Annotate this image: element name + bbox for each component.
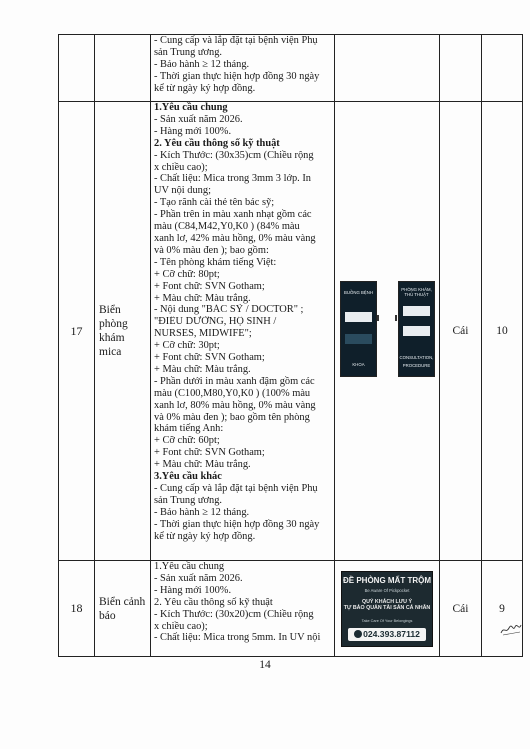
description-line: - Chất liệu: Mica trong 5mm. In UV nội — [154, 632, 321, 644]
description-line: - Nội dung "BÁC SỸ / DOCTOR" ; — [154, 304, 304, 316]
description-line: - Thời gian thực hiện hợp đồng 30 ngày — [154, 70, 320, 82]
description-line: - Tên phòng khám tiếng Việt: — [154, 256, 277, 268]
sign-text: PROCEDURE — [402, 363, 431, 368]
description-line: - Kích Thước: (30x35)cm (Chiều rộng — [154, 149, 314, 161]
description-line: - Bảo hành ≥ 12 tháng. — [154, 58, 250, 70]
warning-note: Take Care Of Your Belongings — [361, 618, 413, 623]
description-line: + Màu chữ: Màu trắng. — [154, 459, 251, 471]
description-line: - Phần dưới in màu xanh đậm gồm các — [154, 375, 315, 387]
description-line: 2. Yêu cầu thông số kỹ thuật — [154, 137, 280, 149]
row-number-cell: 18 — [59, 561, 95, 657]
quantity-cell — [482, 35, 523, 102]
item-name-cell: Biển cảnh báo — [95, 561, 151, 657]
handwritten-initials — [500, 622, 522, 636]
description-line: và 0% màu đen ); bao gồm tên phòng — [154, 411, 310, 423]
clinic-sign-samples — [335, 281, 439, 381]
description-line: màu (C100,M80,Y0,K0 ) (100% màu — [154, 387, 311, 399]
description-line: + Màu chữ: Màu trắng. — [154, 292, 251, 304]
description-line: + Font chữ: SVN Gotham; — [154, 447, 265, 459]
sign-text: CONSULTATION, — [399, 355, 434, 360]
description-line: UV nội dung; — [154, 185, 211, 197]
description-line: NURSES, MIDWIFE"; — [154, 328, 252, 340]
table-row — [59, 35, 523, 102]
description-line: x chiều cao); — [154, 620, 208, 632]
warning-title: ĐỀ PHÒNG MẤT TRỘM — [343, 575, 431, 585]
row-number-cell: 17 — [59, 102, 95, 561]
divider-mark — [395, 315, 397, 321]
phone-icon — [354, 630, 362, 638]
description-line: sản Trung ương. — [154, 494, 223, 506]
description-line: - Chất liệu: Mica trong 3mm 3 lớp. In — [154, 173, 312, 185]
description-line: - Bảo hành ≥ 12 tháng. — [154, 506, 250, 518]
description-line: khám tiếng Anh: — [154, 423, 224, 435]
description-line: - Cung cấp và lắp đặt tại bệnh viện Phụ — [154, 483, 318, 494]
description-line: xanh lơ, 42% màu hồng, 0% màu vàng — [154, 232, 316, 244]
divider-mark — [377, 315, 379, 321]
description-line: kể từ ngày ký hợp đồng. — [154, 530, 256, 542]
name-slot — [345, 334, 372, 344]
sign-text: BUỒNG BỆNH — [344, 290, 373, 295]
description-line: kể từ ngày ký hợp đồng. — [154, 82, 256, 94]
description-line: xanh lơ, 80% màu hồng, 0% màu vàng — [154, 399, 316, 411]
sign-text: KHOA — [352, 362, 365, 367]
description-line: - Phần trên in màu xanh nhạt gồm các — [154, 209, 312, 221]
name-slot — [403, 306, 430, 316]
description-line: 1.Yêu cầu chung — [154, 102, 228, 113]
hotline-box — [348, 628, 426, 641]
description-line: "ĐIỀU DƯỠNG, HỘ SINH / — [154, 316, 277, 328]
name-slot — [403, 326, 430, 336]
sign-text: PHÒNG KHÁM, THỦ THUẬT — [401, 287, 432, 297]
description-cell — [151, 35, 335, 102]
description-line: - Hàng mới 100%. — [154, 584, 232, 596]
description-line: 3.Yêu cầu khác — [154, 471, 222, 483]
row-number-cell — [59, 35, 95, 102]
warning-body-line: TỰ BẢO QUẢN TÀI SẢN CÁ NHÂN — [343, 605, 431, 611]
description-line: - Cung cấp và lắp đặt tại bệnh viện Phụ — [154, 35, 318, 46]
description-line: - Sản xuất năm 2026. — [154, 113, 243, 125]
description-line: x chiều cao); — [154, 161, 208, 173]
description-line: sản Trung ương. — [154, 46, 223, 58]
description-line: + Màu chữ: Màu trắng. — [154, 363, 251, 375]
warning-sign-image — [341, 571, 433, 647]
description-cell — [151, 102, 335, 561]
warning-subtitle: Be Aware Of Pickpocket — [364, 587, 410, 593]
clinic-sign-image — [398, 281, 435, 377]
illustration-cell — [335, 561, 440, 657]
warning-body-line: QUÝ KHÁCH LƯU Ý — [361, 598, 412, 605]
description-line: 1.Yêu cầu chung — [154, 561, 225, 572]
hotline-number: 024.393.87112 — [363, 628, 420, 639]
description-cell — [151, 561, 335, 657]
table-row — [59, 561, 523, 657]
unit-cell: Cái — [440, 102, 482, 561]
quantity-cell: 9 — [482, 561, 523, 657]
description-line: + Cỡ chữ: 60pt; — [154, 435, 220, 447]
specification-table — [58, 34, 523, 657]
description-line: + Font chữ: SVN Gotham; — [154, 352, 265, 364]
description-line: + Cỡ chữ: 80pt; — [154, 268, 220, 280]
ward-sign-image — [340, 281, 377, 377]
unit-cell: Cái — [440, 561, 482, 657]
table-row — [59, 102, 523, 561]
description-line: + Cỡ chữ: 30pt; — [154, 340, 220, 352]
description-line: - Sản xuất năm 2026. — [154, 572, 243, 584]
illustration-cell — [335, 35, 440, 102]
description-line: - Hàng mới 100%. — [154, 125, 232, 137]
description-line: - Tạo rãnh cài thẻ tên bác sỹ; — [154, 197, 275, 209]
description-line: + Font chữ: SVN Gotham; — [154, 280, 265, 292]
description-line: và 0% màu đen ); bao gồm: — [154, 244, 269, 256]
item-name-cell: Biển phòng khám mica — [95, 102, 151, 561]
unit-cell — [440, 35, 482, 102]
item-name-cell — [95, 35, 151, 102]
description-line: màu (C84,M42,Y0,K0 ) (84% màu — [154, 221, 300, 233]
name-slot — [345, 312, 372, 322]
illustration-cell — [335, 102, 440, 561]
description-line: 2. Yêu cầu thông số kỹ thuật — [154, 596, 273, 608]
description-line: - Thời gian thực hiện hợp đồng 30 ngày — [154, 518, 320, 530]
page-number: 14 — [259, 659, 271, 671]
quantity-cell: 10 — [482, 102, 523, 561]
description-line: - Kích Thước: (30x20)cm (Chiều rộng — [154, 608, 314, 620]
warning-body — [342, 599, 432, 612]
